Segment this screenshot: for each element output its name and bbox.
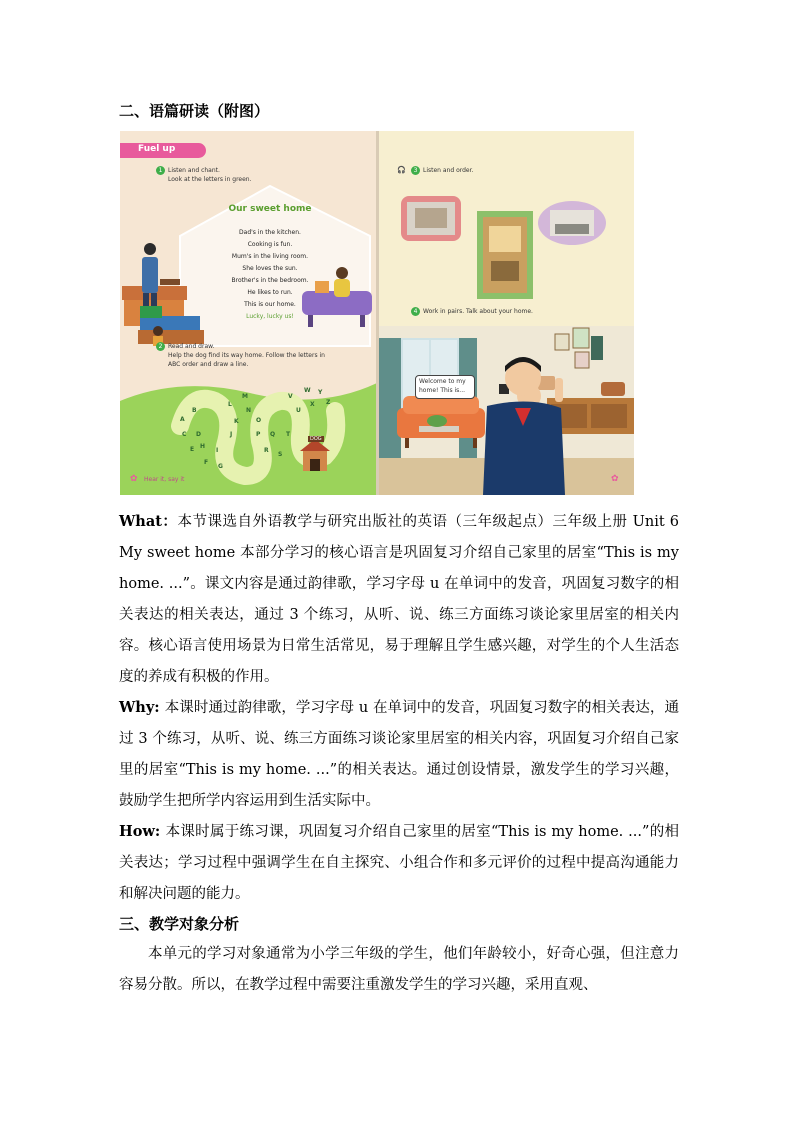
maze-letter-t: T <box>286 431 291 438</box>
chant-line-8: Lucky, lucky us! <box>246 313 294 320</box>
how-text: 本课时属于练习课，巩固复习介绍自己家里的居室“This is my home. ...”的相关表达；学习过程中强调学生在自主探究、小组合作和多元评价的过程中提高沟通能力和解决问题的能力。 <box>119 824 679 902</box>
maze-letter-u: U <box>296 407 301 414</box>
what-text: 本节课选自外语教学与研究出版社的英语（三年级起点）三年级上册 Unit 6 My sweet home 本部分学习的核心语言是巩固复习介绍自己家里的居室“This is my home. ...”。课文内容是通过韵律歌，学习字母 u 在单词中的发音，巩固复习数字的相关表达的相关表达，通过 3 个练习，从听、说、练三方面练习谈论家里居室的相关内容。核心语言使用场景为日常生活常见，易于理解且学生感兴趣，对学生的个人生活态度的养成有积极的作用。 <box>119 514 680 685</box>
maze-letter-f: F <box>204 459 209 466</box>
activity-1-instruction: Listen and chant. <box>168 167 220 174</box>
page-footer-label: Hear it, say it <box>144 476 185 483</box>
maze-letter-x: X <box>310 401 315 408</box>
why-text: 本课时通过韵律歌，学习字母 u 在单词中的发音，巩固复习数字的相关表达，通过 3 个练习，从听、说、练三方面练习谈论家里居室的相关内容，巩固复习介绍自己家里的居室“This is my home. ...”的相关表达。通过创设情景，激发学生的学习兴趣，鼓励学生把所学内容运用到生活实际中。 <box>119 700 679 809</box>
maze-letter-v: V <box>288 393 293 400</box>
maze-letter-o: O <box>256 417 262 424</box>
activity-4-instruction: Work in pairs. Talk about your home. <box>423 308 533 315</box>
chant-title: Our sweet home <box>228 204 312 214</box>
maze-letter-n: N <box>246 407 252 414</box>
activity-3-instruction: Listen and order. <box>423 167 474 174</box>
how-label: How: <box>119 823 166 840</box>
chant-line-3: Mum's in the living room. <box>231 253 309 260</box>
speech-bubble-line-1: Welcome to my <box>419 378 466 385</box>
maze-letter-g: G <box>218 463 223 470</box>
activity-2-line-1: Help the dog find its way home. Follow the letters in <box>168 352 325 359</box>
maze-letter-c: C <box>182 431 187 438</box>
section-heading-3: 三、教学对象分析 <box>119 915 240 933</box>
maze-letter-r: R <box>264 447 269 454</box>
section-heading-2: 二、语篇研读（附图） <box>119 102 270 120</box>
section-3-paragraph: 本单元的学习对象通常为小学三年级的学生，他们年龄较小，好奇心强，但注意力容易分散。所以，在教学过程中需要注重激发学生的学习兴趣，采用直观、 <box>119 946 679 993</box>
chant-line-2: Cooking is fun. <box>247 241 293 248</box>
chant-line-5: Brother's in the bedroom. <box>231 277 309 284</box>
how-paragraph <box>119 816 679 910</box>
activity-2-badge: 2 <box>156 342 165 351</box>
maze-letter-z: Z <box>326 399 331 406</box>
textbook-image <box>120 131 634 495</box>
activity-3-badge: 3 <box>411 166 420 175</box>
what-paragraph <box>119 506 679 693</box>
activity-1-badge: 1 <box>156 166 165 175</box>
maze-letter-h: H <box>200 443 206 450</box>
living-room-illustration <box>379 326 634 495</box>
activity-2-instruction: Read and draw. <box>168 343 215 350</box>
maze-letter-s: S <box>278 451 283 458</box>
activity-1-subinstruction: Look at the letters in green. <box>168 176 252 183</box>
chant-line-7: This is our home. <box>244 301 296 308</box>
maze-letter-q: Q <box>270 431 276 438</box>
why-label: Why: <box>119 699 165 716</box>
maze-letter-e: E <box>190 446 195 453</box>
dog-house-sign: DOG <box>310 436 322 442</box>
maze-letter-p: P <box>256 431 261 438</box>
maze-letter-l: L <box>228 401 232 408</box>
chant-line-4: She loves the sun. <box>242 265 298 272</box>
fuel-up-label: Fuel up <box>138 144 176 154</box>
chant-line-1: Dad's in the kitchen. <box>239 229 301 236</box>
headphones-icon: 🎧 <box>397 166 406 174</box>
textbook-right-page <box>379 131 634 495</box>
activity-2-line-2: ABC order and draw a line. <box>168 361 249 368</box>
maze-letter-d: D <box>196 431 201 438</box>
why-paragraph <box>119 692 679 817</box>
activity-4-badge: 4 <box>411 307 420 316</box>
maze-letter-a: A <box>180 416 185 423</box>
maze-letter-w: W <box>304 387 311 394</box>
maze-letter-y: Y <box>318 389 323 396</box>
room-photos <box>379 186 634 306</box>
maze-letter-m: M <box>242 393 248 400</box>
chant-line-6: He likes to run. <box>247 289 293 296</box>
what-label: What： <box>119 513 178 530</box>
star-icon: ✿ <box>611 474 619 484</box>
speech-bubble-line-2: home! This is... <box>419 387 466 394</box>
maze-letter-b: B <box>192 407 197 414</box>
maze-letter-j: J <box>230 431 233 438</box>
maze-letter-i: I <box>216 447 219 454</box>
maze-letter-k: K <box>234 418 239 425</box>
textbook-left-page <box>120 131 377 495</box>
star-icon: ✿ <box>130 474 138 484</box>
